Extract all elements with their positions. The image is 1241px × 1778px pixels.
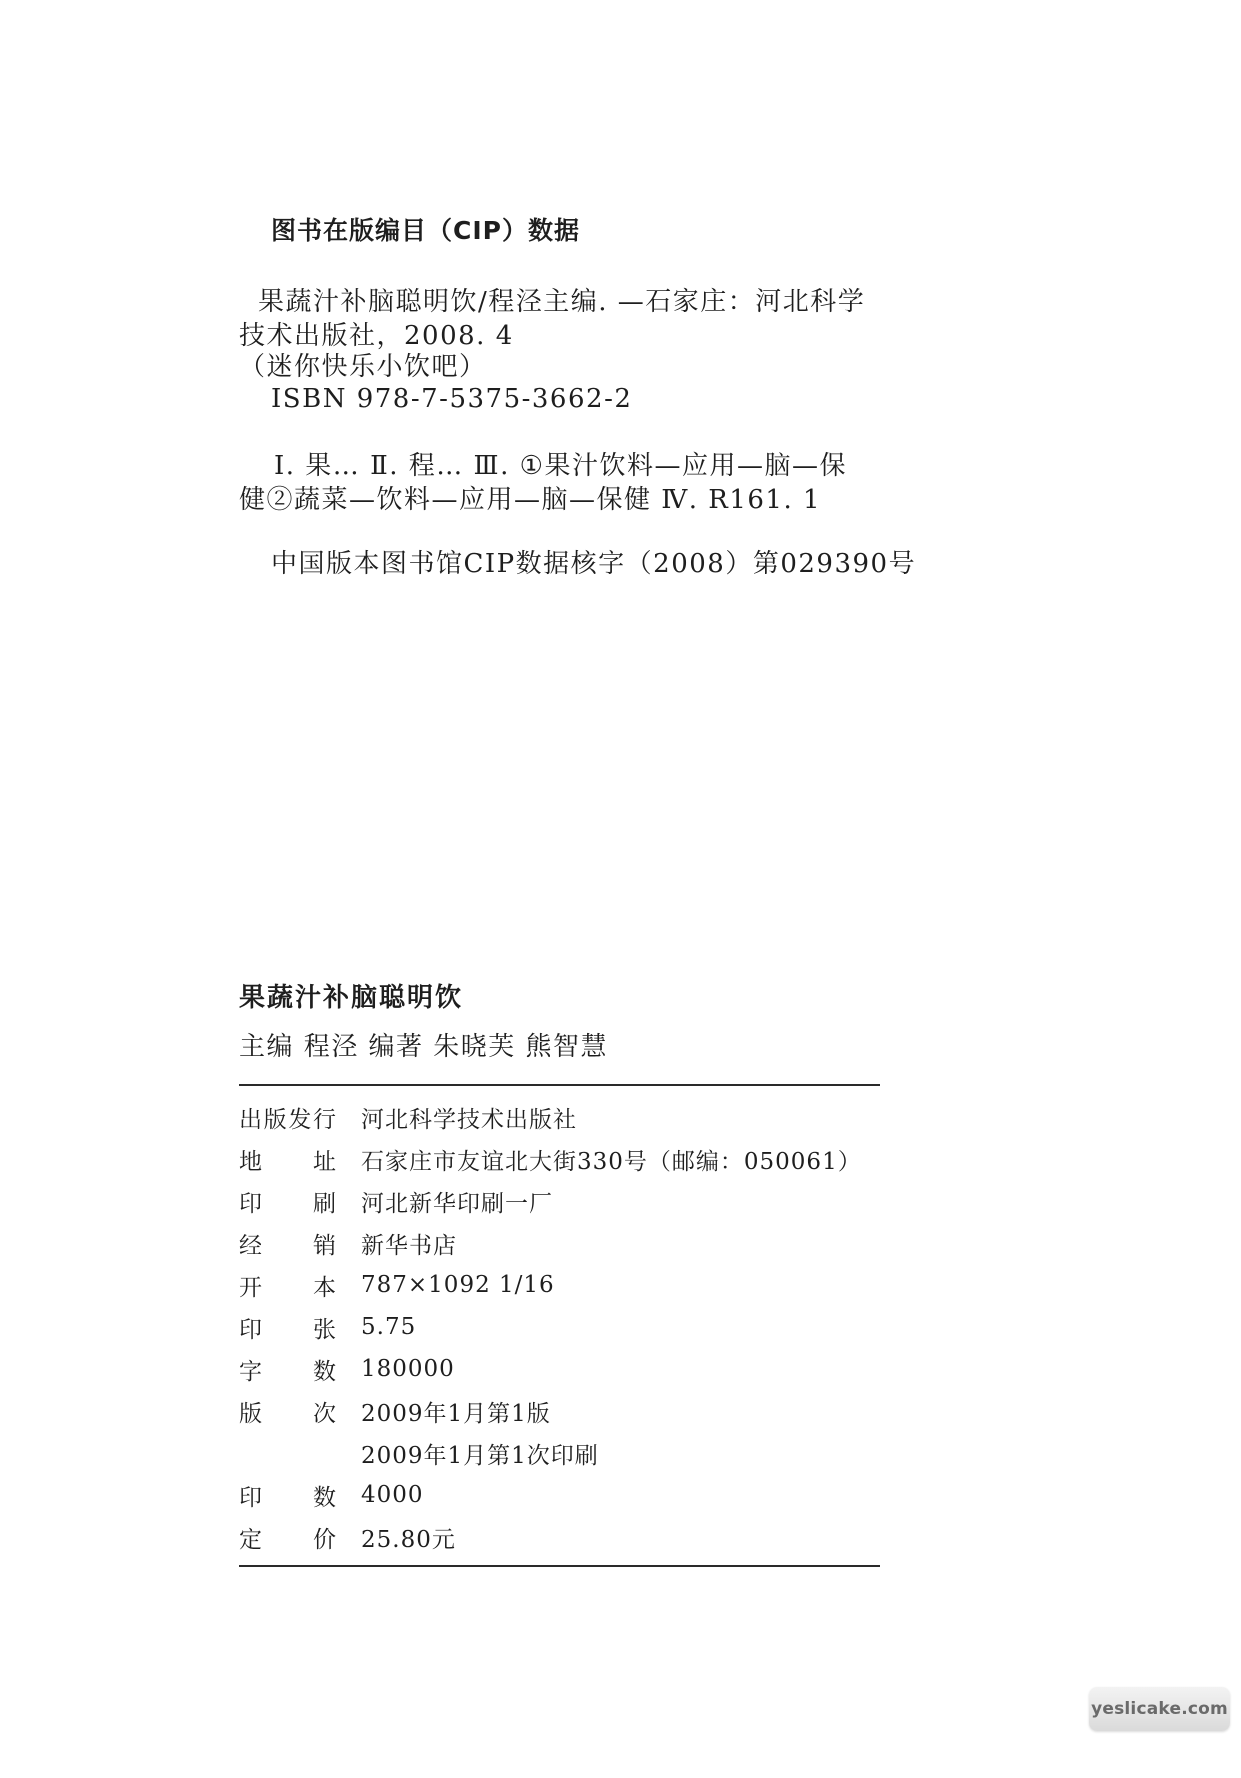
watermark-text: yeslicake.com xyxy=(1091,1699,1228,1719)
detail-value: 180000 xyxy=(361,1356,455,1382)
detail-label: 印数 xyxy=(239,1484,336,1511)
detail-value: 2009年1月第1版 xyxy=(361,1400,551,1427)
detail-value: 4000 xyxy=(361,1482,424,1508)
detail-label: 地址 xyxy=(239,1148,336,1175)
detail-label: 印刷 xyxy=(239,1190,336,1217)
cip-line: 技术出版社，2008. 4 xyxy=(239,321,514,351)
detail-row xyxy=(239,1474,880,1516)
detail-value: 石家庄市友谊北大街330号（邮编：050061） xyxy=(361,1148,862,1175)
detail-value: 新华书店 xyxy=(361,1232,457,1259)
detail-row xyxy=(239,1432,880,1474)
detail-label: 定价 xyxy=(239,1526,336,1553)
detail-label: 开本 xyxy=(239,1274,336,1301)
cip-line: 果蔬汁补脑聪明饮/程泾主编. —石家庄：河北科学 xyxy=(258,287,866,317)
detail-row xyxy=(239,1306,880,1348)
detail-label: 字数 xyxy=(239,1358,336,1385)
detail-row xyxy=(239,1222,880,1264)
cip-series-line: （迷你快乐小饮吧） xyxy=(239,352,487,382)
cip-isbn-line: ISBN 978-7-5375-3662-2 xyxy=(271,384,633,414)
detail-value: 787×1092 1/16 xyxy=(361,1272,555,1298)
site-watermark xyxy=(1089,1687,1230,1731)
detail-row xyxy=(239,1516,880,1558)
detail-label: 经销 xyxy=(239,1232,336,1259)
detail-row xyxy=(239,1390,880,1432)
detail-value: 25.80元 xyxy=(361,1526,456,1553)
detail-label: 出版发行 xyxy=(239,1106,336,1133)
detail-value: 河北新华印刷一厂 xyxy=(361,1190,553,1217)
publication-details xyxy=(239,1096,880,1558)
detail-row xyxy=(239,1138,880,1180)
book-credits: 主编 程泾 编著 朱晓芙 熊智慧 xyxy=(239,1032,609,1062)
detail-label: 版次 xyxy=(239,1400,336,1427)
book-title: 果蔬汁补脑聪明饮 xyxy=(239,983,464,1013)
bottom-rule xyxy=(239,1565,880,1567)
detail-value: 河北科学技术出版社 xyxy=(361,1106,577,1133)
detail-label: 印张 xyxy=(239,1316,336,1343)
detail-value: 2009年1月第1次印刷 xyxy=(361,1442,599,1469)
detail-row xyxy=(239,1096,880,1138)
cip-subject-line: 健②蔬菜—饮料—应用—脑—保健 Ⅳ. R161. 1 xyxy=(239,485,822,515)
detail-row xyxy=(239,1180,880,1222)
detail-value: 5.75 xyxy=(361,1314,417,1340)
detail-row xyxy=(239,1348,880,1390)
cip-subject-line: Ⅰ. 果… Ⅱ. 程… Ⅲ. ①果汁饮料—应用—脑—保 xyxy=(274,451,847,481)
top-rule xyxy=(239,1084,880,1086)
cip-record-number-line: 中国版本图书馆CIP数据核字（2008）第029390号 xyxy=(271,549,917,579)
cip-heading: 图书在版编目（CIP）数据 xyxy=(271,216,580,245)
detail-row xyxy=(239,1264,880,1306)
